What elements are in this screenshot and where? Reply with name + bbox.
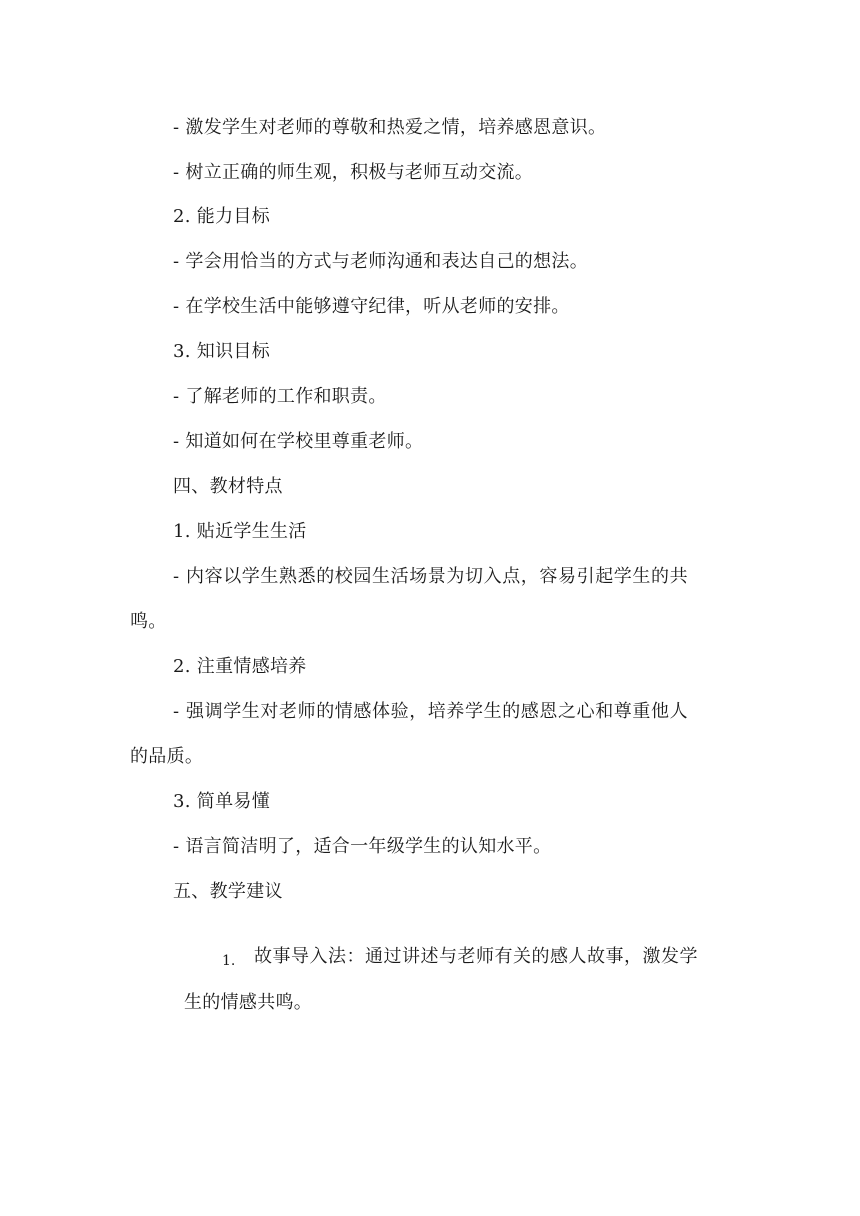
heading-simple: 3. 简单易懂 (173, 791, 270, 812)
paragraph-8-line-2: 的品质。 (130, 746, 204, 767)
paragraph-2: - 树立正确的师生观，积极与老师互动交流。 (173, 162, 534, 183)
paragraph-4: - 在学校生活中能够遵守纪律，听从老师的安排。 (173, 296, 570, 317)
section-heading-textbook-features: 四、教材特点 (173, 476, 283, 497)
section-heading-teaching-suggestions: 五、教学建议 (173, 881, 283, 902)
list-item-number: 1. (222, 953, 236, 969)
list-item-line-2: 生的情感共鸣。 (184, 992, 313, 1013)
heading-close-to-life: 1. 贴近学生生活 (173, 521, 307, 542)
list-item-line-1: 故事导入法：通过讲述与老师有关的感人故事，激发学 (254, 946, 698, 967)
paragraph-7-line-1: - 内容以学生熟悉的校园生活场景为切入点，容易引起学生的共 (173, 566, 689, 587)
paragraph-1: - 激发学生对老师的尊敬和热爱之情，培养感恩意识。 (173, 117, 607, 138)
paragraph-6: - 知道如何在学校里尊重老师。 (173, 431, 424, 452)
heading-emotional-cultivation: 2. 注重情感培养 (173, 656, 307, 677)
paragraph-3: - 学会用恰当的方式与老师沟通和表达自己的想法。 (173, 251, 589, 272)
heading-knowledge-goals: 3. 知识目标 (173, 341, 270, 362)
paragraph-8-line-1: - 强调学生对老师的情感体验，培养学生的感恩之心和尊重他人 (173, 701, 689, 722)
paragraph-7-line-2: 鸣。 (130, 611, 167, 632)
paragraph-5: - 了解老师的工作和职责。 (173, 386, 387, 407)
paragraph-9: - 语言简洁明了，适合一年级学生的认知水平。 (173, 836, 552, 857)
heading-ability-goals: 2. 能力目标 (173, 206, 270, 227)
